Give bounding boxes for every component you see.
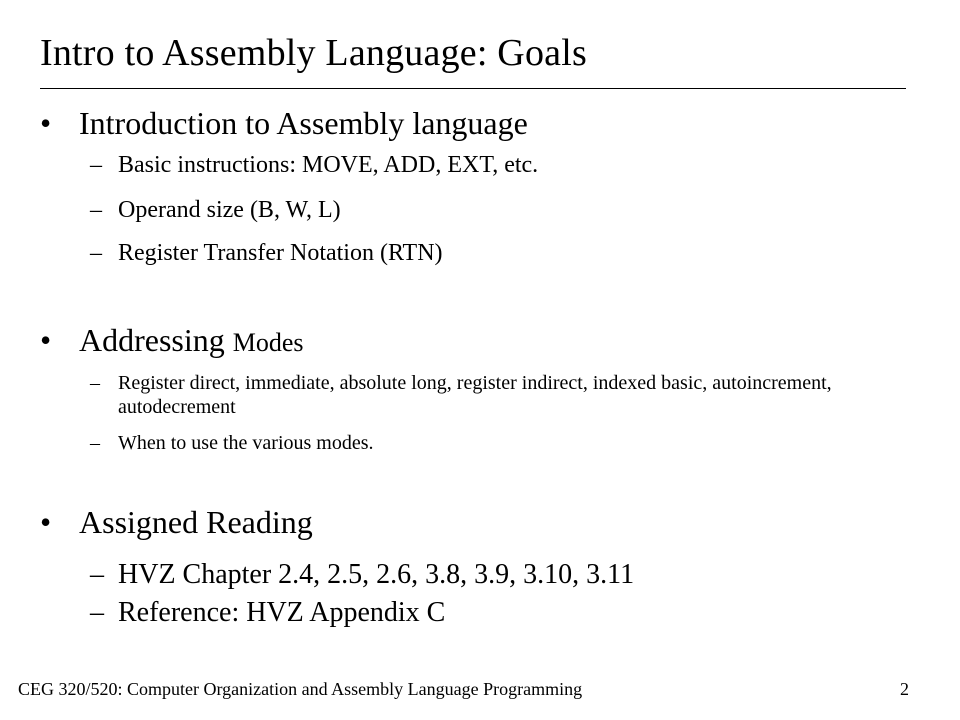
subitem-text: Operand size (B, W, L) <box>118 197 341 223</box>
dash-icon: – <box>90 559 104 590</box>
dash-icon: – <box>90 197 102 223</box>
dash-icon: – <box>90 240 102 266</box>
subitem-text: Register Transfer Notation (RTN) <box>118 240 443 266</box>
subitem-text: Basic instructions: MOVE, ADD, EXT, etc. <box>118 152 539 178</box>
dash-icon: – <box>90 432 100 454</box>
bullet-text-small: Modes <box>232 328 304 357</box>
bullet-text: Introduction to Assembly language <box>79 105 528 141</box>
slide-title: Intro to Assembly Language: Goals <box>40 32 587 74</box>
subitem-text: Register direct, immediate, absolute long, register indirect, indexed basic, autoincrement, autodecrement <box>118 372 832 418</box>
slide-footer: CEG 320/520: Computer Organization and Assembly Language Programming <box>18 679 583 699</box>
title-divider <box>40 88 906 89</box>
subitem-text: Reference: HVZ Appendix C <box>118 597 446 628</box>
bullet-dot-icon: • <box>40 504 52 540</box>
subitem-text: HVZ Chapter 2.4, 2.5, 2.6, 3.8, 3.9, 3.10, 3.11 <box>118 559 635 590</box>
bullet-text-wrapper <box>79 320 304 363</box>
page-number: 2 <box>900 679 909 699</box>
bullet-text: Assigned Reading <box>79 504 313 540</box>
dash-icon: – <box>90 597 104 628</box>
bullet-dot-icon: • <box>40 105 52 141</box>
bullet-text-main: Addressing <box>79 322 225 358</box>
subitem-text: When to use the various modes. <box>118 432 374 454</box>
bullet-dot-icon: • <box>40 322 52 358</box>
dash-icon: – <box>90 152 102 178</box>
dash-icon: – <box>90 372 100 394</box>
